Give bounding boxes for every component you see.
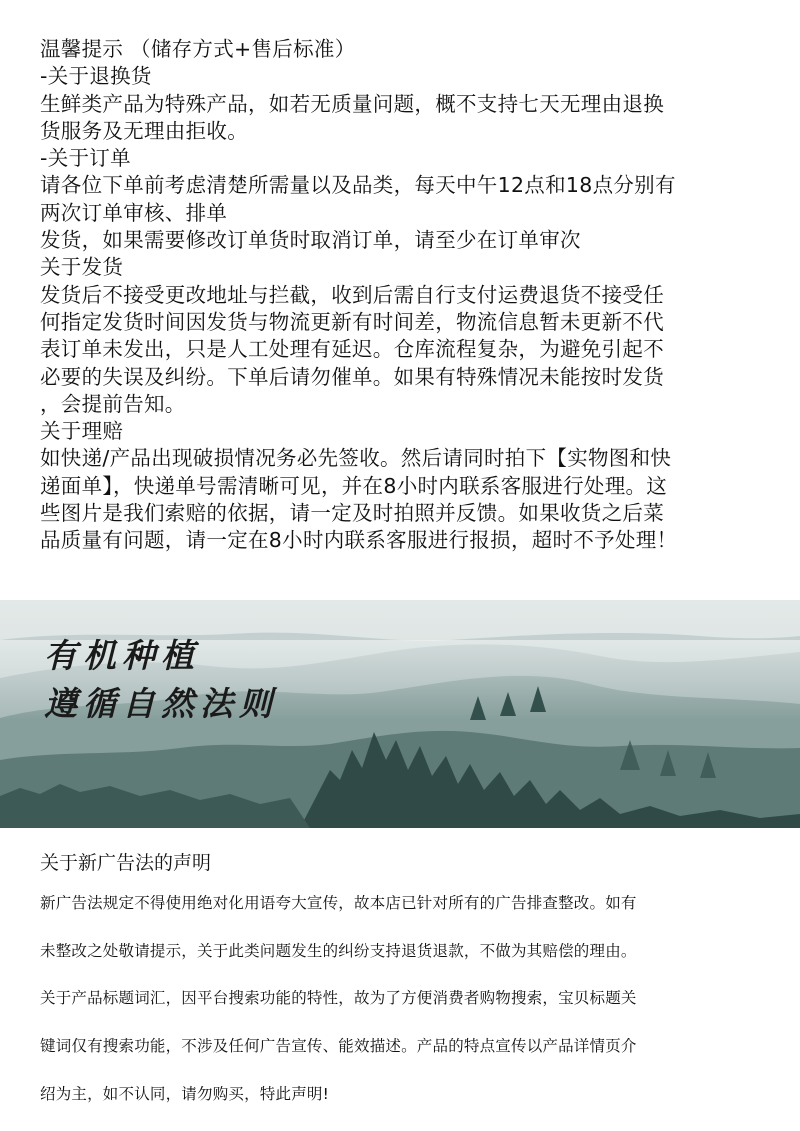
notice-text: 何指定发货时间因发货与物流更新有时间差，物流信息暂未更新不代 <box>40 309 664 334</box>
ad-law-statement <box>40 848 770 1103</box>
landscape-banner <box>0 600 800 828</box>
notice-title: 温馨提示 （储存方式+售后标准） <box>40 37 356 61</box>
notice-text: 发货后不接受更改地址与拦截，收到后需自行支付运费退货不接受任 <box>40 282 664 307</box>
notice-text: 发货，如果需要修改订单货时取消订单，请至少在订单审次 <box>40 228 581 253</box>
notice-heading-orders: -关于订单 <box>40 146 131 171</box>
notice-section <box>40 36 780 555</box>
notice-heading-returns: -关于退换货 <box>40 64 152 89</box>
notice-text: 必要的失误及纠纷。下单后请勿催单。如果有特殊情况未能按时发货 <box>40 364 664 389</box>
notice-text: 品质量有问题，请一定在8小时内联系客服进行报损，超时不予处理！ <box>40 528 678 553</box>
notice-heading-claims: 关于理赔 <box>40 419 124 444</box>
ad-statement-line: 未整改之处敬请提示，关于此类问题发生的纠纷支持退货退款，不做为其赔偿的理由。 <box>40 941 637 960</box>
slogan-line-1: 有机种植 <box>44 636 200 675</box>
ad-statement-line: 关于产品标题词汇，因平台搜索功能的特性，故为了方便消费者购物搜索，宝贝标题关 <box>40 989 637 1008</box>
ad-statement-title: 关于新广告法的声明 <box>40 852 212 874</box>
notice-heading-shipping: 关于发货 <box>40 255 124 280</box>
notice-text: 货服务及无理由拒收。 <box>40 118 248 143</box>
notice-text: 生鲜类产品为特殊产品，如若无质量问题，概不支持七天无理由退换 <box>40 91 664 116</box>
notice-text: 表订单未发出，只是人工处理有延迟。仓库流程复杂，为避免引起不 <box>40 337 664 362</box>
notice-text: ，会提前告知。 <box>40 391 186 416</box>
ad-statement-body <box>40 892 637 1130</box>
ad-statement-line: 键词仅有搜索功能，不涉及任何广告宣传、能效描述。产品的特点宣传以产品详情页介 <box>40 1037 637 1056</box>
notice-text: 递面单】，快递单号需清晰可见，并在8小时内联系客服进行处理。这 <box>40 473 668 498</box>
notice-text: 两次订单审核、排单 <box>40 200 228 225</box>
ad-statement-line: 新广告法规定不得使用绝对化用语夸大宣传，故本店已针对所有的广告排查整改。如有 <box>40 894 637 912</box>
ad-statement-line: 绍为主，如不认同，请勿购买，特此声明! <box>40 1084 330 1103</box>
notice-text: 些图片是我们索赔的依据，请一定及时拍照并反馈。如果收货之后菜 <box>40 501 664 526</box>
notice-text: 如快递/产品出现破损情况务必先签收。然后请同时拍下【实物图和快 <box>40 446 672 471</box>
notice-text: 请各位下单前考虑清楚所需量以及品类，每天中午12点和18点分别有 <box>40 173 676 198</box>
slogan-line-2: 遵循自然法则 <box>44 684 278 723</box>
